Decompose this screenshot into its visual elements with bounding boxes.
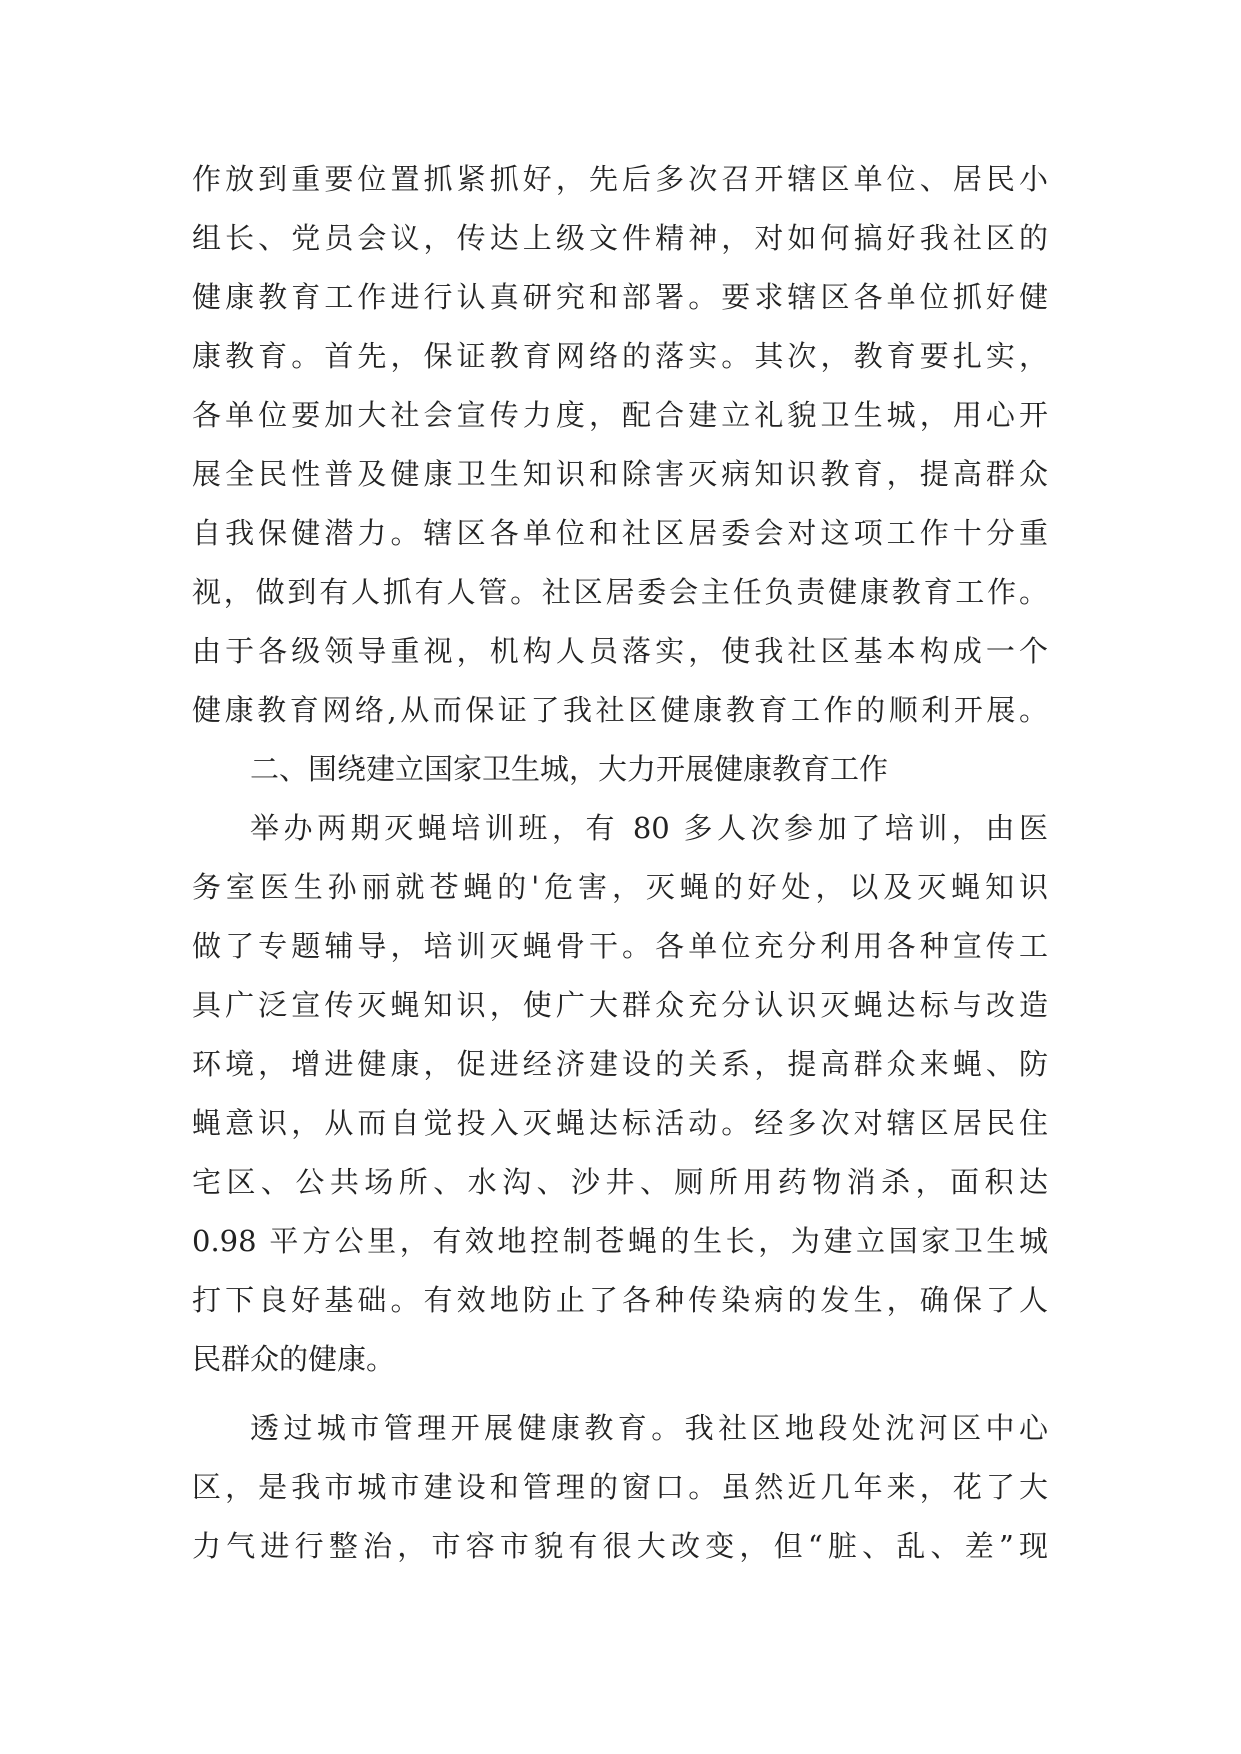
text-line: 健康教育网络,从而保证了我社区健康教育工作的顺利开展。 (192, 693, 1048, 727)
text-line: 宅区、公共场所、水沟、沙井、厕所用药物消杀，面积达 (192, 1165, 1048, 1199)
text-line: 具广泛宣传灭蝇知识，使广大群众充分认识灭蝇达标与改造 (192, 988, 1048, 1022)
text-line: 自我保健潜力。辖区各单位和社区居委会对这项工作十分重 (192, 516, 1048, 550)
text-line: 康教育。首先，保证教育网络的落实。其次，教育要扎实， (192, 339, 1048, 373)
text-line: 民群众的健康。 (192, 1342, 396, 1376)
text-line: 举办两期灭蝇培训班，有 80 多人次参加了培训，由医 (250, 811, 1048, 845)
text-line: 健康教育工作进行认真研究和部署。要求辖区各单位抓好健 (192, 280, 1048, 314)
text-line: 做了专题辅导，培训灭蝇骨干。各单位充分利用各种宣传工 (192, 929, 1048, 963)
heading-line: 二、围绕建立国家卫生城，大力开展健康教育工作 (250, 752, 889, 786)
text-line: 0.98 平方公里，有效地控制苍蝇的生长，为建立国家卫生城 (192, 1224, 1048, 1258)
text-line: 环境，增进健康，促进经济建设的关系，提高群众来蝇、防 (192, 1047, 1048, 1081)
text-line: 透过城市管理开展健康教育。我社区地段处沈河区中心 (250, 1411, 1048, 1445)
paragraph (192, 1399, 1048, 1576)
text-line: 打下良好基础。有效地防止了各种传染病的发生，确保了人 (192, 1283, 1048, 1317)
section-heading (192, 740, 1048, 799)
text-line: 力气进行整治，市容市貌有很大改变，但“脏、乱、差”现 (192, 1529, 1048, 1563)
text-line: 组长、党员会议，传达上级文件精神，对如何搞好我社区的 (192, 221, 1048, 255)
paragraph-gap (192, 1389, 1048, 1399)
text-line: 作放到重要位置抓紧抓好，先后多次召开辖区单位、居民小 (192, 162, 1048, 196)
text-line: 务室医生孙丽就苍蝇的'危害，灭蝇的好处，以及灭蝇知识 (192, 870, 1048, 904)
text-line: 视，做到有人抓有人管。社区居委会主任负责健康教育工作。 (192, 575, 1048, 609)
text-line: 蝇意识，从而自觉投入灭蝇达标活动。经多次对辖区居民住 (192, 1106, 1048, 1140)
document-body (192, 150, 1048, 1576)
text-line: 由于各级领导重视，机构人员落实，使我社区基本构成一个 (192, 634, 1048, 668)
text-line: 区，是我市城市建设和管理的窗口。虽然近几年来，花了大 (192, 1470, 1048, 1504)
text-line: 各单位要加大社会宣传力度，配合建立礼貌卫生城，用心开 (192, 398, 1048, 432)
paragraph (192, 799, 1048, 1389)
text-line: 展全民性普及健康卫生知识和除害灭病知识教育，提高群众 (192, 457, 1048, 491)
paragraph (192, 150, 1048, 740)
